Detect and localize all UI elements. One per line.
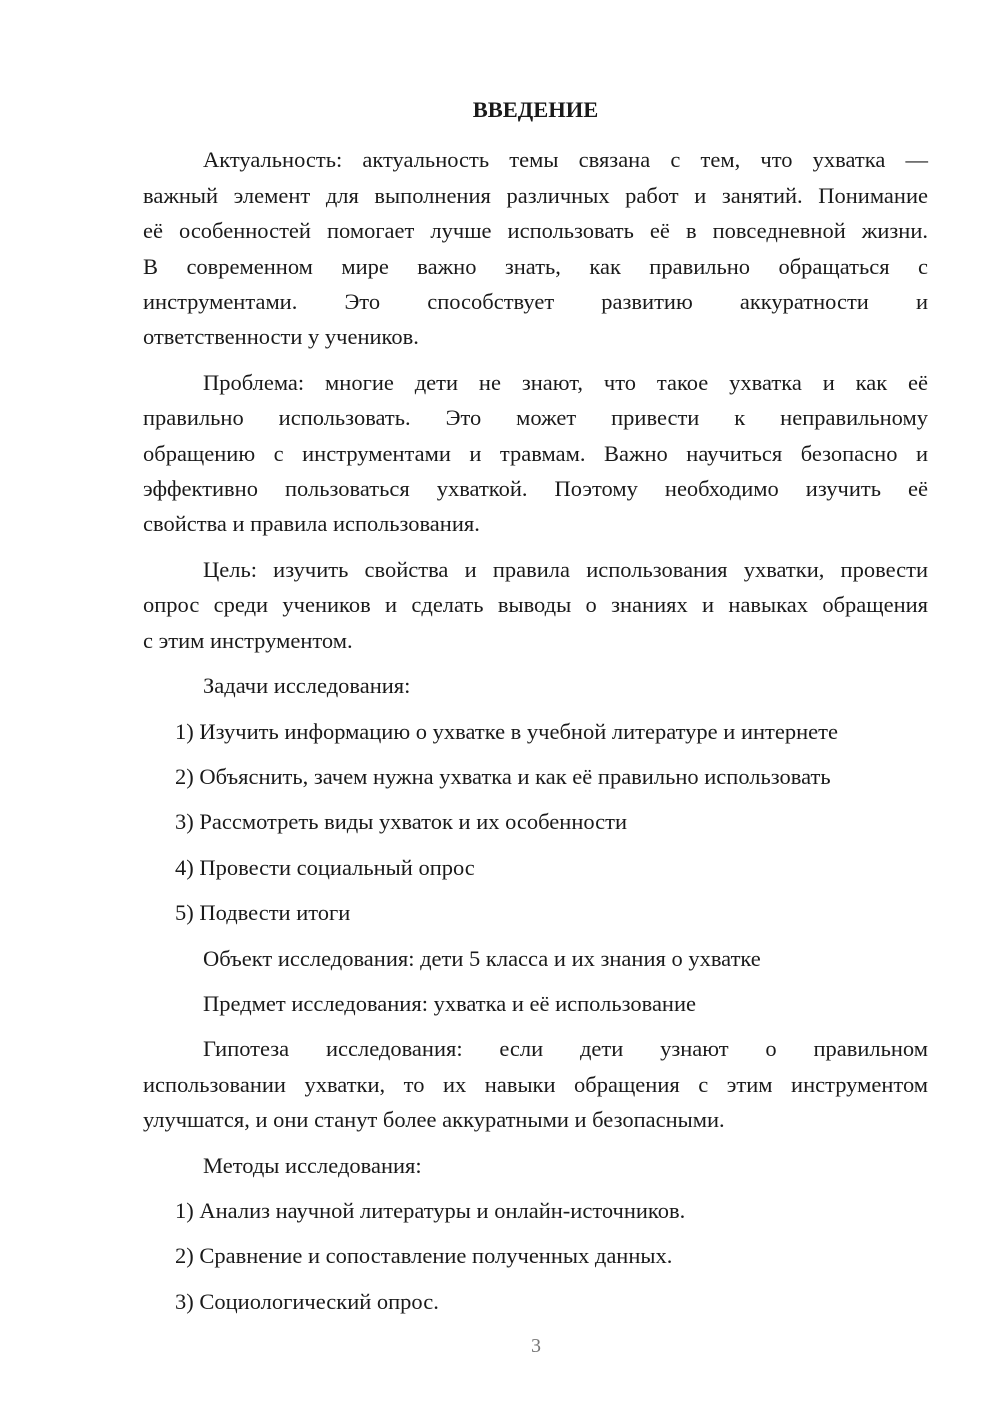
text-line: 4) Провести социальный опрос — [175, 854, 475, 880]
text-line: правильно использовать. Это может привести к неправильному — [143, 405, 928, 431]
text-line: её особенностей помогает лучше использовать её в повседневной жизни. — [143, 218, 928, 244]
paragraph — [143, 668, 928, 703]
text-line: использовании ухватки, то их навыки обращения с этим инструментом — [143, 1071, 928, 1097]
text-line: свойства и правила использования. — [143, 511, 480, 537]
text-line: 3) Рассмотреть виды ухваток и их особенности — [175, 809, 628, 835]
text-line: 1) Анализ научной литературы и онлайн-источников. — [175, 1197, 686, 1223]
list-item — [143, 850, 928, 885]
paragraph — [143, 1031, 928, 1137]
text-line: 3) Социологический опрос. — [175, 1288, 439, 1314]
text-line: Методы исследования: — [203, 1152, 422, 1178]
text-line: эффективно пользоваться ухваткой. Поэтому необходимо изучить её — [143, 476, 928, 502]
text-line: Цель: изучить свойства и правила использования ухватки, провести — [203, 556, 928, 582]
text-line: Задачи исследования: — [203, 673, 411, 699]
paragraph — [143, 552, 928, 658]
paragraph — [143, 941, 928, 976]
list-item — [143, 1238, 928, 1273]
text-line: важный элемент для выполнения различных работ и занятий. Понимание — [143, 182, 928, 208]
list-item — [143, 1284, 928, 1319]
text-line: В современном мире важно знать, как правильно обращаться с — [143, 253, 928, 279]
page-number: 3 — [531, 1335, 541, 1357]
text-line: инструментами. Это способствует развитию аккуратности и — [143, 289, 928, 315]
text-line: Актуальность: актуальность темы связана с тем, что ухватка — — [203, 147, 928, 173]
text-line: 2) Объяснить, зачем нужна ухватка и как её правильно использовать — [175, 763, 831, 789]
list-item — [143, 895, 928, 930]
text-line: 5) Подвести итоги — [175, 900, 351, 926]
paragraph — [143, 986, 928, 1021]
list-item — [143, 1193, 928, 1228]
text-line: ответственности у учеников. — [143, 324, 419, 350]
paragraph — [143, 1148, 928, 1183]
text-line: Гипотеза исследования: если дети узнают о правильном — [203, 1036, 928, 1062]
document-page — [143, 92, 928, 1319]
text-line: 2) Сравнение и сопоставление полученных данных. — [175, 1243, 673, 1269]
list-item — [143, 759, 928, 794]
text-line: обращению с инструментами и травмам. Важно научиться безопасно и — [143, 440, 928, 466]
text-line: 1) Изучить информацию о ухватке в учебной литературе и интернете — [175, 718, 838, 744]
text-line: Объект исследования: дети 5 класса и их знания о ухватке — [203, 945, 761, 971]
paragraph — [143, 365, 928, 542]
list-item — [143, 714, 928, 749]
text-line: опрос среди учеников и сделать выводы о знаниях и навыках обращения — [143, 592, 928, 618]
section-title: ВВЕДЕНИЕ — [472, 97, 599, 122]
text-line: Предмет исследования: ухватка и её использование — [203, 990, 697, 1016]
text-line: с этим инструментом. — [143, 627, 353, 653]
document-body — [143, 142, 928, 1319]
text-line: Проблема: многие дети не знают, что такое ухватка и как её — [203, 369, 928, 395]
paragraph — [143, 142, 928, 354]
list-item — [143, 804, 928, 839]
text-line: улучшатся, и они станут более аккуратными и безопасными. — [143, 1107, 725, 1133]
